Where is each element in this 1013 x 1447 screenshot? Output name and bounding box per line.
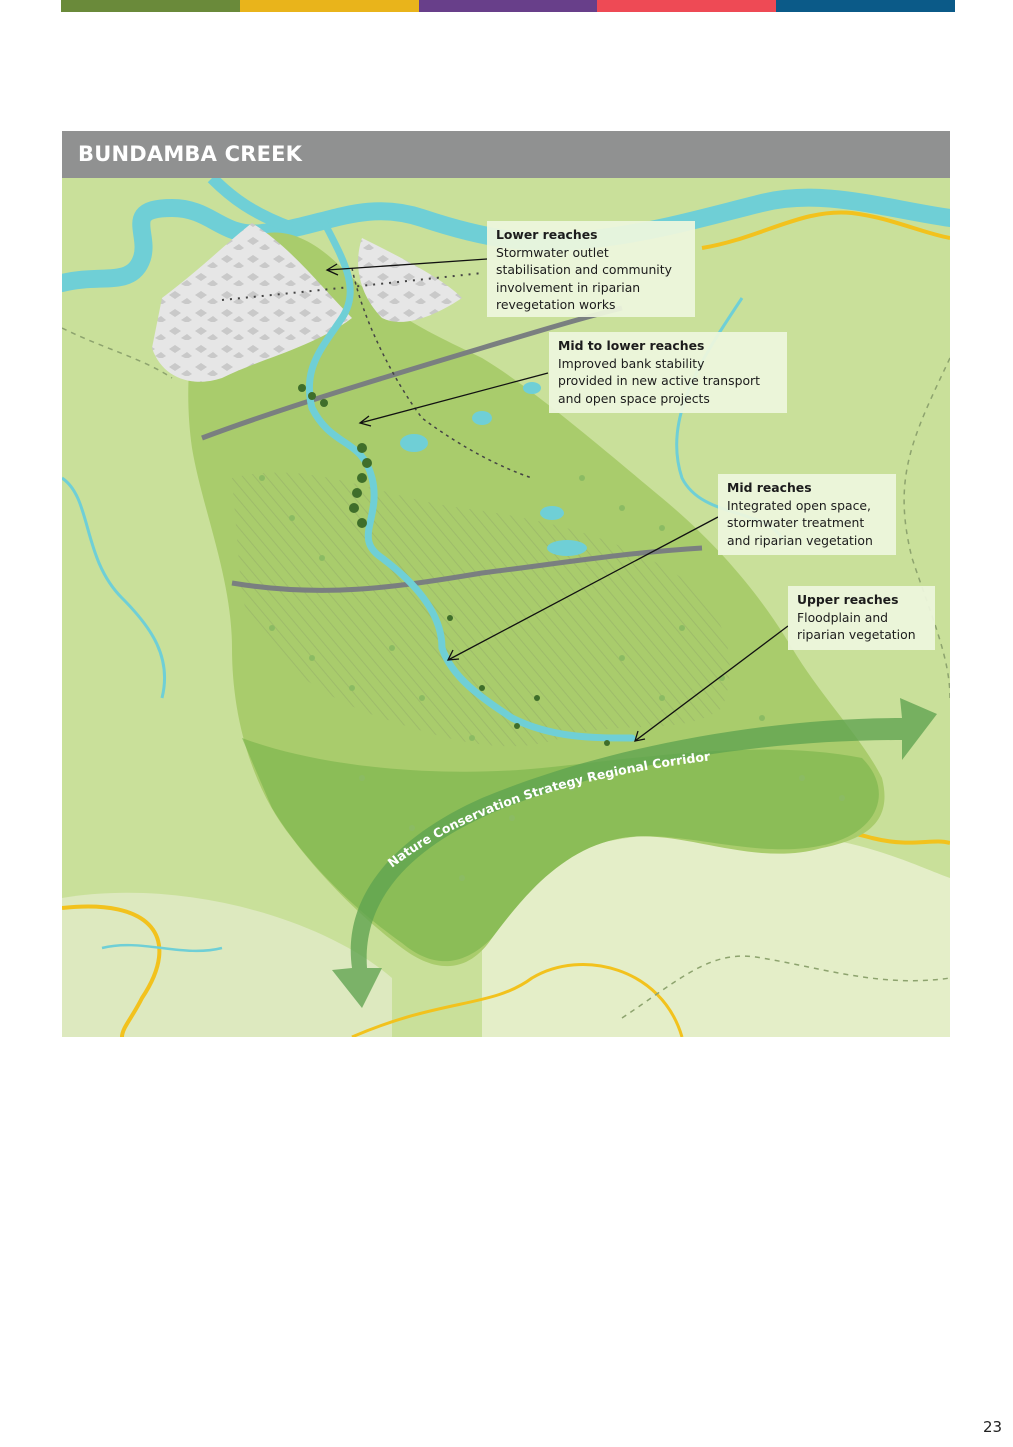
stripe-red	[597, 0, 776, 12]
callout-body: Floodplain and riparian vegetation	[797, 609, 916, 642]
bundamba-creek-figure	[62, 131, 950, 1037]
pond	[540, 506, 564, 520]
color-stripe-bar	[61, 0, 955, 12]
pond	[472, 411, 492, 425]
callout-title: Mid reaches	[727, 480, 812, 495]
pond	[523, 382, 541, 394]
callout-body: Integrated open space, stormwater treatment and riparian vegetation	[727, 497, 873, 548]
stripe-green	[61, 0, 240, 12]
callout-upper-reaches	[788, 586, 935, 650]
stripe-blue	[776, 0, 955, 12]
callout-title: Lower reaches	[496, 227, 598, 242]
pond	[400, 434, 428, 452]
callout-mid-reaches	[718, 474, 896, 555]
pond	[547, 540, 587, 556]
corridor-label: Nature Conservation Strategy Regional Corridor	[384, 748, 711, 871]
callout-mid-to-lower-reaches	[549, 332, 787, 413]
figure-title: BUNDAMBA CREEK	[62, 131, 950, 178]
stripe-purple	[419, 0, 598, 12]
callout-body: Improved bank stability provided in new active transport and open space projects	[558, 355, 760, 406]
callout-body: Stormwater outlet stabilisation and community involvement in riparian revegetation works	[496, 244, 672, 312]
callout-lower-reaches	[487, 221, 695, 317]
page-number: 23	[983, 1418, 1003, 1436]
stripe-yellow	[240, 0, 419, 12]
callout-title: Upper reaches	[797, 592, 899, 607]
callout-title: Mid to lower reaches	[558, 338, 705, 353]
